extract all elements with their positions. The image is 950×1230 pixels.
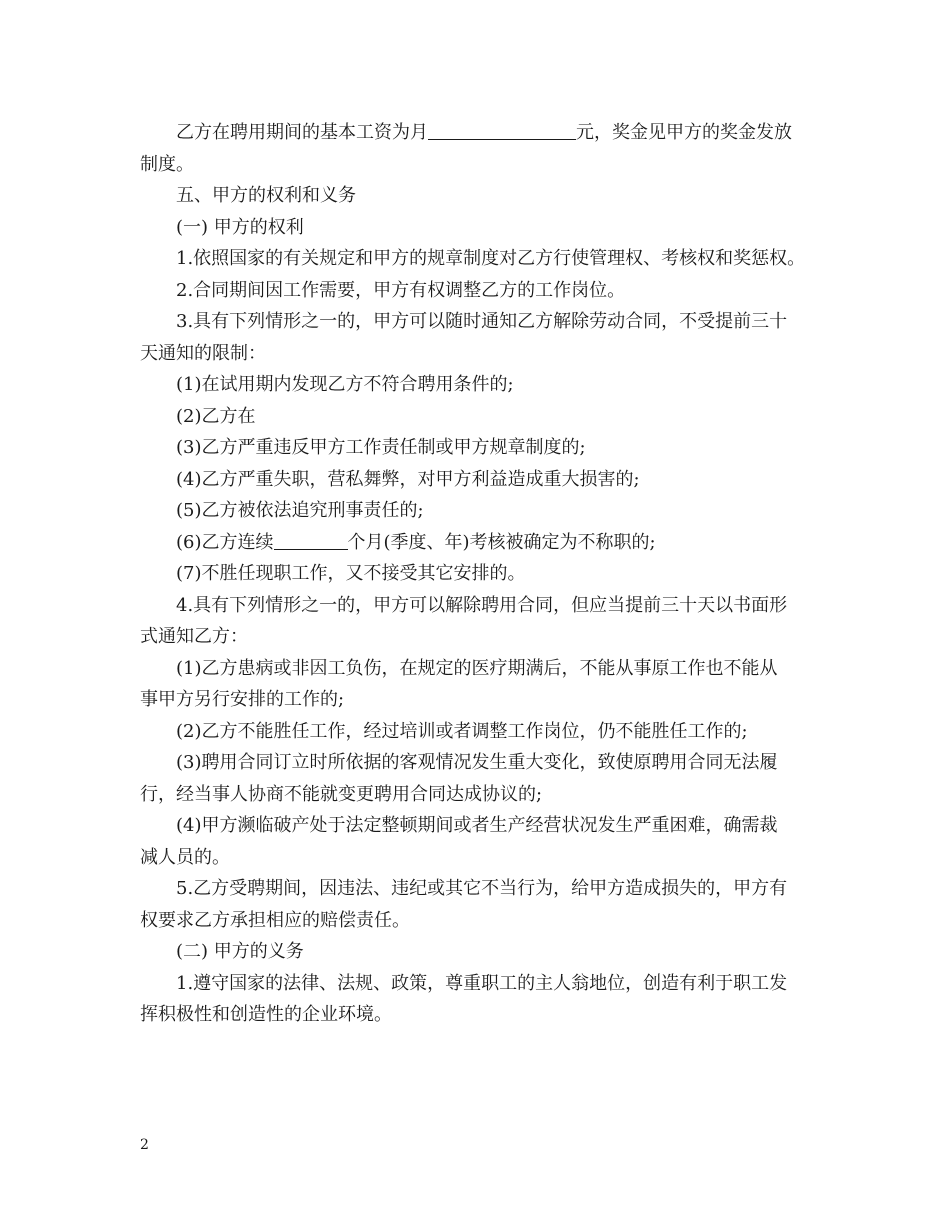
paragraph-line: (1)乙方患病或非因工负伤，在规定的医疗期满后，不能从事原工作也不能从 <box>176 657 778 679</box>
paragraph-line <box>140 117 830 149</box>
paragraph-line: 事甲方另行安排的工作的; <box>140 689 345 710</box>
paragraph-line: 行，经当事人协商不能就变更聘用合同达成协议的; <box>140 783 543 805</box>
fill-in-blank <box>428 121 576 140</box>
paragraph-line: 减人员的。 <box>140 846 230 868</box>
paragraph-line: (二) 甲方的义务 <box>176 941 304 962</box>
paragraph-line: (一) 甲方的权利 <box>176 216 304 238</box>
paragraph-line: 1.依照国家的有关规定和甲方的规章制度对乙方行使管理权、考核权和奖惩权。 <box>176 248 806 269</box>
document-body <box>140 117 830 1031</box>
paragraph-line: 天通知的限制： <box>140 342 266 364</box>
paragraph-line: 式通知乙方： <box>140 626 248 647</box>
paragraph-line <box>140 527 830 559</box>
paragraph-line: 3.具有下列情形之一的，甲方可以随时通知乙方解除劳动合同，不受提前三十 <box>176 311 788 332</box>
paragraph-line: 2.合同期间因工作需要，甲方有权调整乙方的工作岗位。 <box>176 279 626 301</box>
paragraph-line: (5)乙方被依法追究刑事责任的; <box>176 500 424 521</box>
paragraph-line: (1)在试用期内发现乙方不符合聘用条件的; <box>176 374 514 395</box>
paragraph-line: 制度。 <box>140 153 194 175</box>
paragraph-line: (4)乙方严重失职，营私舞弊，对甲方利益造成重大损害的; <box>176 468 640 490</box>
paragraph-line: 4.具有下列情形之一的，甲方可以解除聘用合同，但应当提前三十天以书面形 <box>176 594 788 616</box>
paragraph-line: 挥积极性和创造性的企业环境。 <box>140 1004 392 1025</box>
text-segment: (6)乙方连续 <box>176 531 274 553</box>
text-segment: 乙方在聘用期间的基本工资为月 <box>176 122 428 143</box>
paragraph-line: 5.乙方受聘期间，因违法、违纪或其它不当行为，给甲方造成损失的，甲方有 <box>176 878 788 899</box>
paragraph-line: (2)乙方不能胜任工作，经过培训或者调整工作岗位，仍不能胜任工作的; <box>176 720 748 742</box>
paragraph-line: (3)乙方严重违反甲方工作责任制或甲方规章制度的; <box>176 437 586 458</box>
paragraph-line: 五、甲方的权利和义务 <box>176 185 356 206</box>
paragraph-line: (2)乙方在 <box>176 405 256 427</box>
paragraph-line: (4)甲方濒临破产处于法定整顿期间或者生产经营状况发生严重困难，确需裁 <box>176 815 778 836</box>
paragraph-line: 1.遵守国家的法律、法规、政策，尊重职工的主人翁地位，创造有利于职工发 <box>176 972 788 994</box>
paragraph-line: (3)聘用合同订立时所依据的客观情况发生重大变化，致使原聘用合同无法履 <box>176 752 778 773</box>
paragraph-line: (7)不胜任现职工作，又不接受其它安排的。 <box>176 563 526 584</box>
paragraph-line: 权要求乙方承担相应的赔偿责任。 <box>140 909 410 931</box>
text-segment: 元，奖金见甲方的奖金发放 <box>576 122 792 143</box>
fill-in-blank <box>274 531 348 550</box>
page-number: 2 <box>140 1137 149 1153</box>
text-segment: 个月(季度、年)考核被确定为不称职的; <box>347 531 656 553</box>
